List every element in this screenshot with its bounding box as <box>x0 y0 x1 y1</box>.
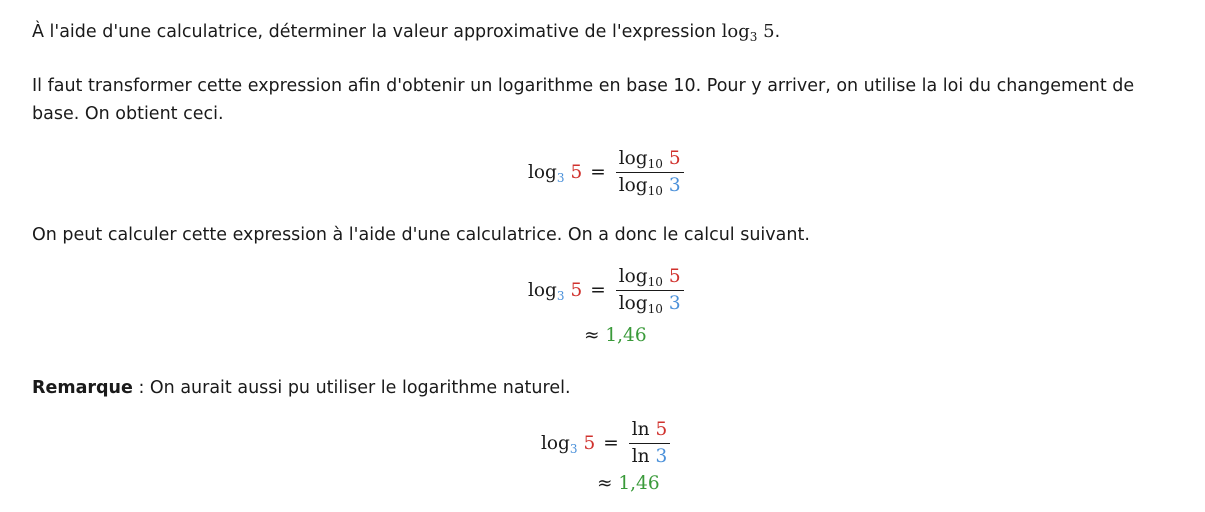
lhs: $\log_3 5$ <box>528 162 583 185</box>
result-value: 1,46 <box>618 473 660 494</box>
approx-sign: ≈ <box>597 473 613 494</box>
approx-result-line <box>597 473 660 494</box>
equals-sign: = <box>603 433 619 454</box>
remark-text: : On aurait aussi pu utiliser le logarithme naturel. <box>132 378 571 398</box>
approx-sign: ≈ <box>584 325 600 346</box>
equation-line <box>528 266 686 315</box>
explanation-paragraph: Il faut transformer cette expression afin d'obtenir un logarithme en base 10. Pour y arriver, on utilise la loi du changement de base. On obtient ceci. <box>32 76 1135 124</box>
fraction <box>616 266 684 315</box>
log-argument: 5 <box>763 21 775 42</box>
question-text: À l'aide d'une calculatrice, déterminer la valeur approximative de l'expression <box>32 22 722 42</box>
fraction-numerator: $\log_{10} 5$ <box>616 266 684 291</box>
fraction <box>629 419 671 468</box>
question-paragraph <box>32 18 1165 46</box>
question-math <box>722 21 775 42</box>
change-of-base-equation <box>528 148 686 197</box>
natural-log-equation <box>541 419 672 468</box>
equation-line <box>541 419 672 468</box>
lhs: $\log_3 5$ <box>528 280 583 303</box>
question-period: . <box>774 22 781 42</box>
calculation-paragraph: On peut calculer cette expression à l'aide d'une calculatrice. On a donc le calcul suivant. <box>32 225 810 245</box>
fraction-denominator: $\log_{10} 3$ <box>618 293 681 316</box>
fraction-denominator: $\log_{10} 3$ <box>618 175 681 198</box>
fraction-denominator: ln 3 <box>631 446 668 467</box>
equals-sign: = <box>590 162 606 183</box>
remark-label: Remarque <box>32 378 133 398</box>
equals-sign: = <box>590 280 606 301</box>
result-value: 1,46 <box>605 325 647 346</box>
equation-line <box>528 148 686 197</box>
fraction <box>616 148 684 197</box>
approx-result-line <box>584 325 647 346</box>
calculation-equation <box>528 266 686 315</box>
log-base: 3 <box>749 30 758 44</box>
fraction-numerator: ln 5 <box>629 419 671 444</box>
fraction-numerator: $\log_{10} 5$ <box>616 148 684 173</box>
remark-paragraph <box>32 374 1165 402</box>
log-symbol: log <box>721 21 750 42</box>
lhs: $\log_3 5$ <box>541 433 596 456</box>
